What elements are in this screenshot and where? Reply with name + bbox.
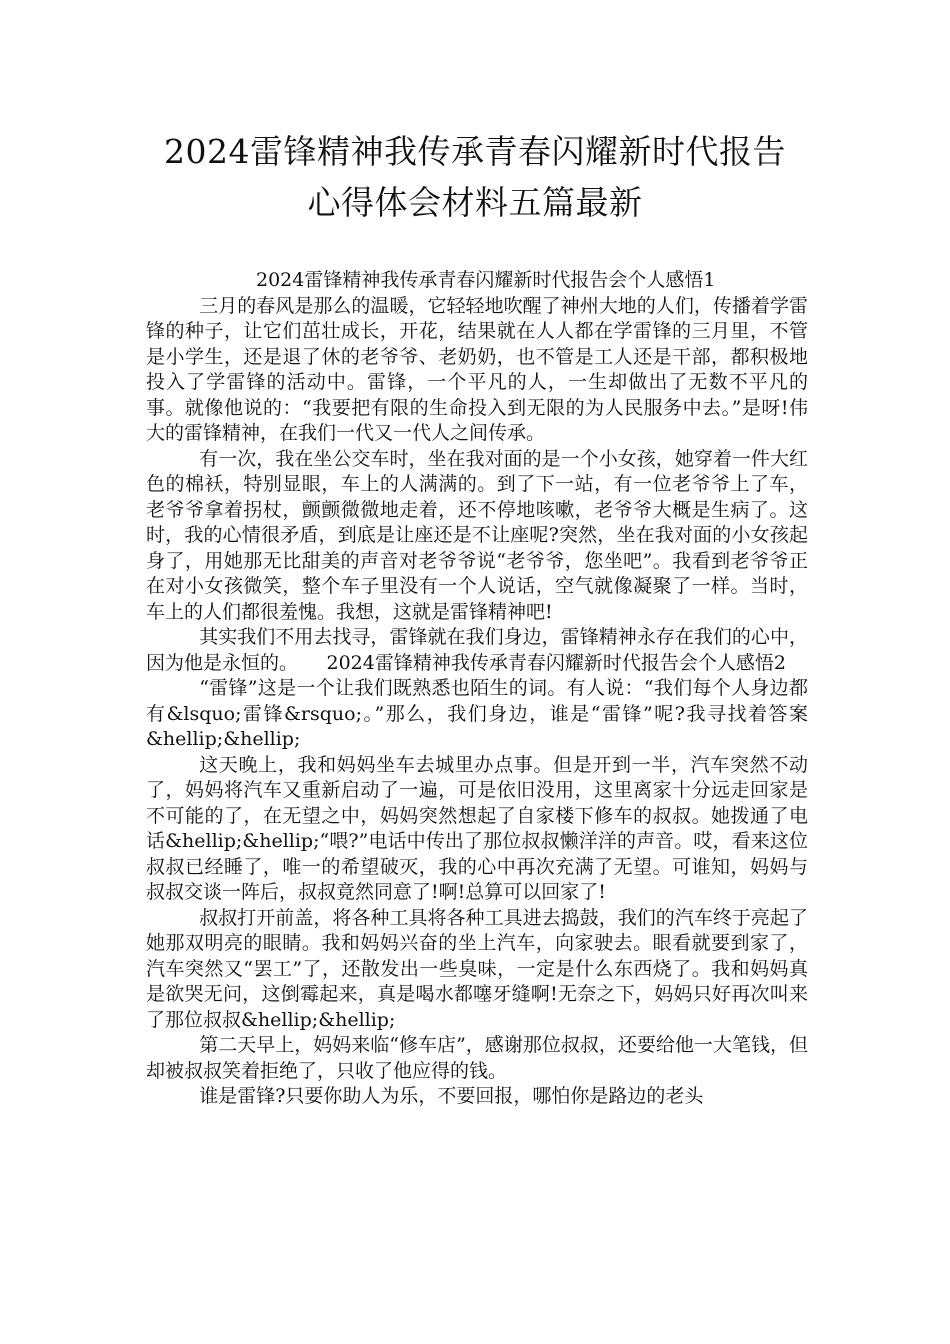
paragraph: 三月的春风是那么的温暖，它轻轻地吹醒了神州大地的人们，传播着学雷锋的种子，让它们茁壮成长，开花，结果就在人人都在学雷锋的三月里，不管是小学生，还是退了休的老爷爷、老奶奶，也不管是工人还是干部，都积极地投入了学雷锋的活动中。雷锋，一个平凡的人，一生却做出了无数不平凡的事。就像他说的：“我要把有限的生命投入到无限的为人民服务中去。”是呀!伟大的雷锋精神，在我们一代又一代人之间传承。 [146, 294, 808, 444]
paragraph: “雷锋”这是一个让我们既熟悉也陌生的词。有人说：“我们每个人身边都有&lsquo;雷锋&rsquo;。”那么，我们身边，谁是“雷锋”呢?我寻找着答案&hellip;&hellip; [146, 677, 808, 750]
paragraph: 第二天早上，妈妈来临“修车店”，感谢那位叔叔，还要给他一大笔钱，但却被叔叔笑着拒绝了，只收了他应得的钱。 [146, 1034, 808, 1082]
paragraph: 其实我们不用去找寻，雷锋就在我们身边，雷锋精神永存在我们的心中，因为他是永恒的。 2024雷锋精神我传承青春闪耀新时代报告会个人感悟2 [146, 626, 808, 674]
section-heading-1: 2024雷锋精神我传承青春闪耀新时代报告会个人感悟1 [256, 269, 716, 291]
title-line-1: 2024雷锋精神我传承青春闪耀新时代报告 [164, 132, 786, 171]
paragraph: 叔叔打开前盖，将各种工具将各种工具进去捣鼓，我们的汽车终于亮起了她那双明亮的眼睛。我和妈妈兴奋的坐上汽车，向家驶去。眼看就要到家了，汽车突然又“罢工”了，还散发出一些臭味，一定是什么东西烧了。我和妈妈真是欲哭无问，这倒霉起来，真是喝水都噻牙缝啊!无奈之下，妈妈只好再次叫来了那位叔叔&hellip;&hellip; [146, 906, 808, 1031]
paragraph: 这天晚上，我和妈妈坐车去城里办点事。但是开到一半，汽车突然不动了，妈妈将汽车又重新启动了一遍，可是依旧没用，这里离家十分远走回家是不可能的了，在无望之中，妈妈突然想起了自家楼下修车的叔叔。她拨通了电话&hellip;&hellip;“喂?”电话中传出了那位叔叔懒洋洋的声音。哎，看来这位叔叔已经睡了，唯一的希望破灭，我的心中再次充满了无望。可谁知，妈妈与叔叔交谈一阵后，叔叔竟然同意了!啊!总算可以回家了! [146, 753, 808, 903]
paragraph: 谁是雷锋?只要你助人为乐，不要回报，哪怕你是路边的老头 [199, 1085, 704, 1107]
title-line-2: 心得体会材料五篇最新 [307, 183, 643, 222]
paragraph: 有一次，我在坐公交车时，坐在我对面的是一个小女孩，她穿着一件大红色的棉袄，特别显眼，车上的人满满的。到了下一站，有一位老爷爷上了车，老爷爷拿着拐杖，颤颤微微地走着，还不停地咳嗽，老爷爷大概是生病了。这时，我的心情很矛盾，到底是让座还是不让座呢?突然，坐在我对面的小女孩起身了，用她那无比甜美的声音对老爷爷说“老爷爷，您坐吧”。我看到老爷爷正在对小女孩微笑，整个车子里没有一个人说话，空气就像凝聚了一样。当时，车上的人们都很羞愧。我想，这就是雷锋精神吧! [146, 447, 808, 623]
document-title [120, 126, 830, 228]
document-body [146, 268, 808, 1110]
